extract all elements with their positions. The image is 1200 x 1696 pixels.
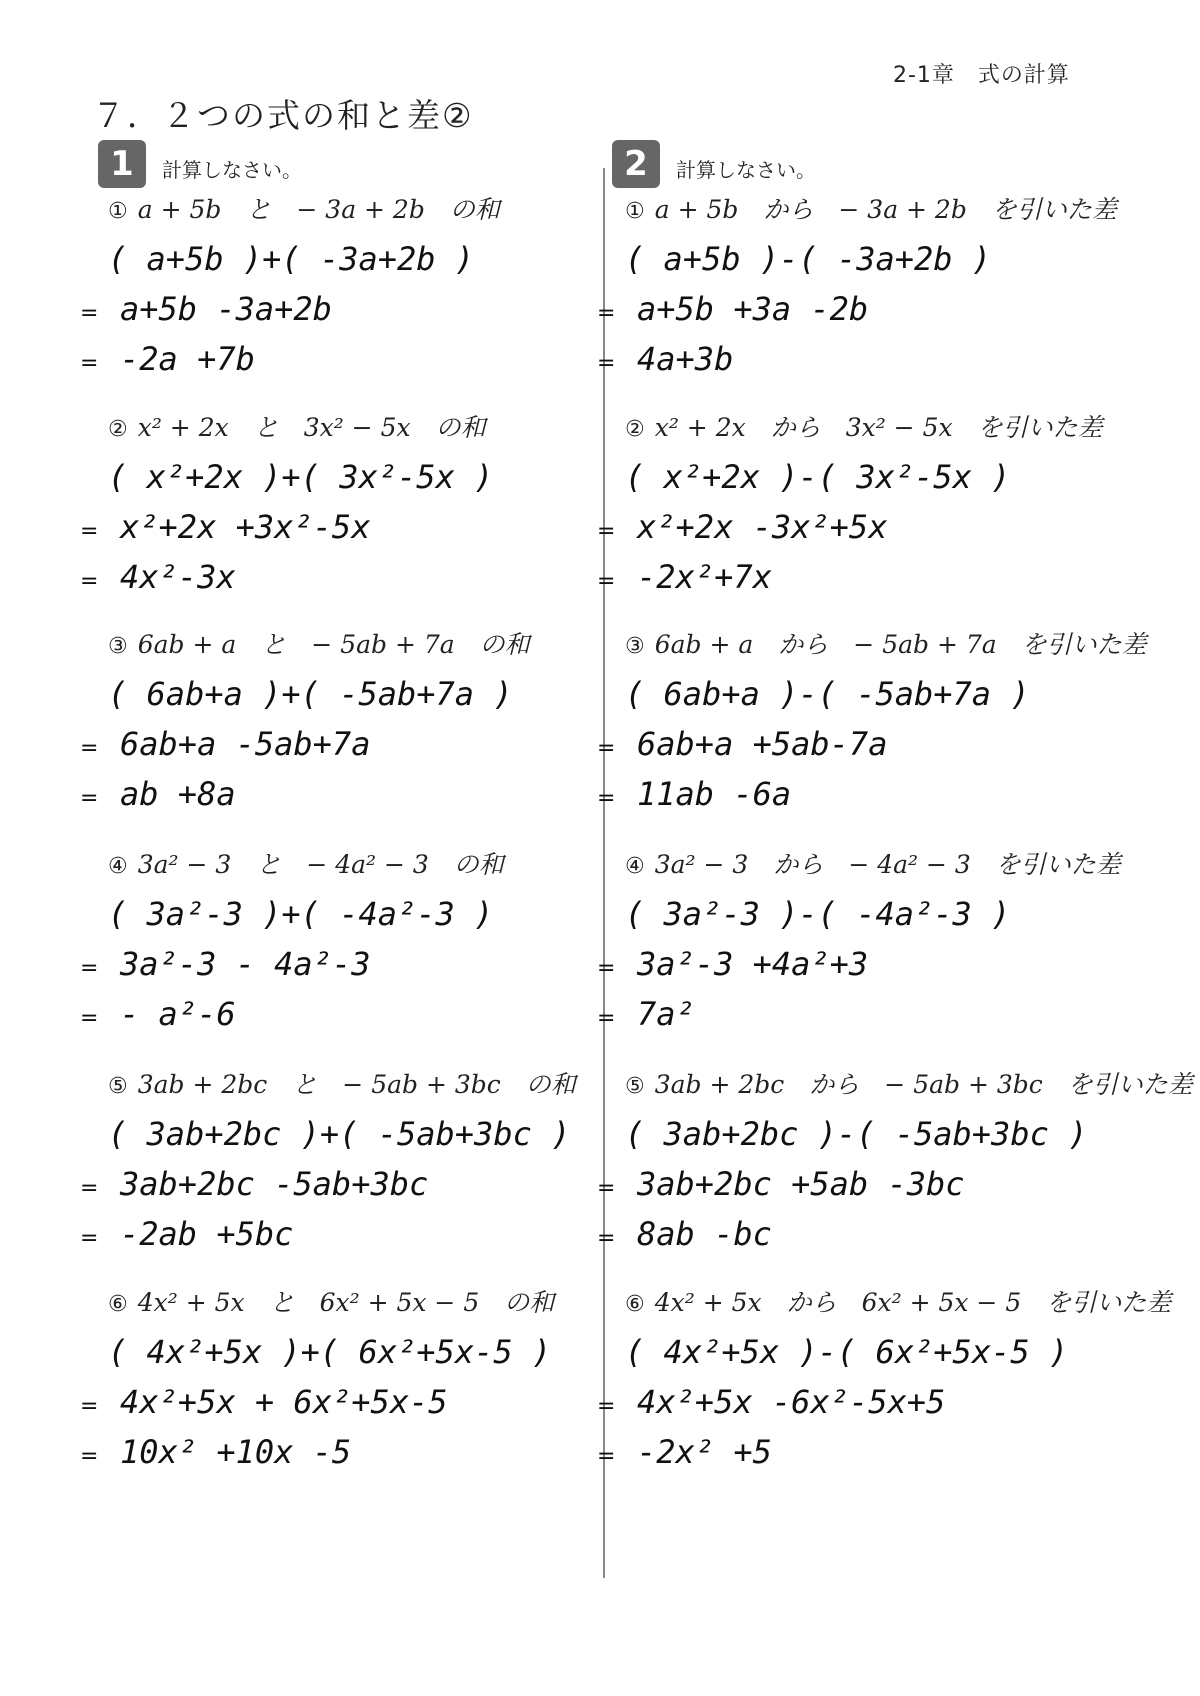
problem-1-1: [80, 190, 500, 378]
section-1-badge: 1: [98, 140, 146, 188]
problem-number: ③: [108, 634, 128, 659]
equals-sign: =: [597, 1394, 616, 1419]
problem-number: ①: [625, 199, 645, 224]
work-line-2: [80, 290, 332, 328]
equals-sign: =: [80, 956, 99, 981]
work-text: 3ab+2bc -5ab+3bc: [120, 1165, 429, 1203]
work-line-1: [108, 675, 513, 713]
work-line-1: [625, 675, 1030, 713]
problem-question: [625, 408, 1103, 444]
question-text: a + 5b から − 3a + 2b を引いた差: [654, 195, 1117, 224]
equals-sign: =: [80, 786, 99, 811]
work-line-3: [80, 558, 236, 596]
work-line-1: [108, 895, 493, 933]
problem-1-4: [80, 845, 504, 1033]
equals-sign: =: [80, 351, 99, 376]
equals-sign: =: [80, 736, 99, 761]
work-text: ( x²+2x )+( 3x²-5x ): [108, 458, 494, 496]
question-text: 3ab + 2bc から − 5ab + 3bc を引いた差: [654, 1070, 1193, 1099]
problem-1-3: [80, 625, 530, 813]
work-line-2: [597, 1383, 945, 1421]
work-line-2: [80, 725, 370, 763]
work-line-3: [597, 340, 733, 378]
work-line-3: [597, 1433, 772, 1471]
work-text: 4a+3b: [637, 340, 734, 378]
problem-question: [625, 1065, 1193, 1101]
work-text: 4x²+5x -6x²-5x+5: [637, 1383, 946, 1421]
problem-question: [625, 190, 1117, 226]
work-text: 4x²-3x: [120, 558, 236, 596]
work-line-3: [597, 1215, 772, 1253]
work-text: ( 6ab+a )-( -5ab+7a ): [625, 675, 1030, 713]
problem-question: [108, 845, 504, 881]
problem-question: [108, 190, 500, 226]
section-1: [98, 140, 598, 190]
problem-number: ⑤: [625, 1074, 645, 1099]
section-2: [612, 140, 1192, 190]
equals-sign: =: [80, 519, 99, 544]
work-line-3: [597, 995, 695, 1033]
question-text: 3a² − 3 から − 4a² − 3 を引いた差: [654, 850, 1121, 879]
work-line-2: [80, 508, 370, 546]
work-line-3: [80, 340, 255, 378]
section-2-header: [612, 140, 1192, 190]
work-line-3: [597, 558, 772, 596]
equals-sign: =: [597, 1006, 616, 1031]
chapter-label: 2-1章 式の計算: [893, 63, 1070, 88]
work-text: x²+2x -3x²+5x: [637, 508, 888, 546]
problem-number: ⑤: [108, 1074, 128, 1099]
work-line-3: [80, 1433, 351, 1471]
work-line-1: [625, 1115, 1087, 1153]
question-text: 3ab + 2bc と − 5ab + 3bc の和: [137, 1070, 576, 1099]
work-text: 3ab+2bc +5ab -3bc: [637, 1165, 965, 1203]
section-2-instruction: 計算しなさい。: [676, 158, 816, 182]
work-line-3: [80, 1215, 293, 1253]
work-text: -2ab +5bc: [120, 1215, 294, 1253]
problem-number: ①: [108, 199, 128, 224]
work-text: -2x²+7x: [637, 558, 772, 596]
question-text: x² + 2x と 3x² − 5x の和: [137, 413, 486, 442]
problem-question: [625, 1283, 1171, 1319]
work-line-1: [625, 458, 1010, 496]
problem-2-4: [597, 845, 1121, 1033]
question-text: a + 5b と − 3a + 2b の和: [137, 195, 500, 224]
problem-question: [108, 408, 486, 444]
work-text: ab +8a: [120, 775, 236, 813]
equals-sign: =: [80, 1006, 99, 1031]
section-1-header: [98, 140, 598, 190]
work-line-1: [625, 895, 1010, 933]
section-2-badge: 2: [612, 140, 660, 188]
equals-sign: =: [80, 1394, 99, 1419]
work-text: 3a²-3 +4a²+3: [637, 945, 869, 983]
equals-sign: =: [80, 569, 99, 594]
work-text: 10x² +10x -5: [120, 1433, 352, 1471]
question-text: 3a² − 3 と − 4a² − 3 の和: [137, 850, 504, 879]
work-line-2: [597, 508, 887, 546]
equals-sign: =: [597, 1444, 616, 1469]
question-text: 4x² + 5x から 6x² + 5x − 5 を引いた差: [654, 1288, 1172, 1317]
problem-number: ⑥: [625, 1292, 645, 1317]
problem-question: [108, 1065, 576, 1101]
work-text: 11ab -6a: [637, 775, 792, 813]
question-text: 4x² + 5x と 6x² + 5x − 5 の和: [137, 1288, 555, 1317]
work-line-2: [597, 1165, 965, 1203]
work-text: 6ab+a -5ab+7a: [120, 725, 371, 763]
work-line-1: [108, 1333, 551, 1371]
work-line-1: [108, 1115, 570, 1153]
work-text: ( a+5b )-( -3a+2b ): [625, 240, 992, 278]
problem-question: [625, 845, 1121, 881]
work-text: - a²-6: [120, 995, 236, 1033]
problem-number: ②: [625, 417, 645, 442]
work-text: -2x² +5: [637, 1433, 772, 1471]
work-line-3: [597, 775, 791, 813]
work-text: 7a²: [637, 995, 695, 1033]
work-text: x²+2x +3x²-5x: [120, 508, 371, 546]
section-1-instruction: 計算しなさい。: [162, 158, 302, 182]
work-line-3: [80, 775, 236, 813]
problem-number: ④: [108, 854, 128, 879]
work-text: 3a²-3 - 4a²-3: [120, 945, 371, 983]
work-line-1: [625, 1333, 1068, 1371]
work-text: ( 3a²-3 )+( -4a²-3 ): [108, 895, 494, 933]
work-text: ( a+5b )+( -3a+2b ): [108, 240, 475, 278]
problem-question: [108, 1283, 554, 1319]
equals-sign: =: [597, 1226, 616, 1251]
problem-number: ③: [625, 634, 645, 659]
work-text: ( 6ab+a )+( -5ab+7a ): [108, 675, 513, 713]
work-line-3: [80, 995, 236, 1033]
problem-question: [108, 625, 530, 661]
problem-1-5: [80, 1065, 576, 1253]
work-text: 4x²+5x + 6x²+5x-5: [120, 1383, 448, 1421]
work-text: a+5b +3a -2b: [637, 290, 869, 328]
question-text: x² + 2x から 3x² − 5x を引いた差: [654, 413, 1103, 442]
problem-number: ④: [625, 854, 645, 879]
problem-2-5: [597, 1065, 1193, 1253]
problem-2-3: [597, 625, 1147, 813]
work-line-2: [80, 945, 370, 983]
equals-sign: =: [80, 1176, 99, 1201]
work-text: ( 3ab+2bc )+( -5ab+3bc ): [108, 1115, 571, 1153]
problem-2-1: [597, 190, 1117, 378]
equals-sign: =: [80, 301, 99, 326]
work-text: ( 4x²+5x )+( 6x²+5x-5 ): [108, 1333, 552, 1371]
work-line-2: [597, 290, 868, 328]
equals-sign: =: [80, 1226, 99, 1251]
problem-number: ⑥: [108, 1292, 128, 1317]
work-line-1: [625, 240, 991, 278]
work-line-1: [108, 458, 493, 496]
problem-1-2: [80, 408, 494, 596]
page-title: ７．２つの式の和と差②: [92, 96, 474, 135]
equals-sign: =: [597, 519, 616, 544]
work-text: -2a +7b: [120, 340, 255, 378]
work-text: 6ab+a +5ab-7a: [637, 725, 888, 763]
problem-2-2: [597, 408, 1103, 596]
work-text: 8ab -bc: [637, 1215, 772, 1253]
work-line-2: [597, 725, 887, 763]
column-divider: [603, 168, 605, 1578]
work-line-2: [597, 945, 868, 983]
problem-number: ②: [108, 417, 128, 442]
equals-sign: =: [597, 301, 616, 326]
work-text: a+5b -3a+2b: [120, 290, 332, 328]
problem-2-6: [597, 1283, 1172, 1471]
equals-sign: =: [597, 351, 616, 376]
question-text: 6ab + a と − 5ab + 7a の和: [137, 630, 530, 659]
equals-sign: =: [597, 736, 616, 761]
work-text: ( 4x²+5x )-( 6x²+5x-5 ): [625, 1333, 1069, 1371]
equals-sign: =: [597, 786, 616, 811]
work-text: ( 3a²-3 )-( -4a²-3 ): [625, 895, 1011, 933]
work-text: ( 3ab+2bc )-( -5ab+3bc ): [625, 1115, 1088, 1153]
equals-sign: =: [80, 1444, 99, 1469]
work-line-2: [80, 1165, 428, 1203]
problem-question: [625, 625, 1147, 661]
equals-sign: =: [597, 569, 616, 594]
work-text: ( x²+2x )-( 3x²-5x ): [625, 458, 1011, 496]
equals-sign: =: [597, 1176, 616, 1201]
problem-1-6: [80, 1283, 555, 1471]
question-text: 6ab + a から − 5ab + 7a を引いた差: [654, 630, 1147, 659]
work-line-2: [80, 1383, 448, 1421]
work-line-1: [108, 240, 474, 278]
equals-sign: =: [597, 956, 616, 981]
